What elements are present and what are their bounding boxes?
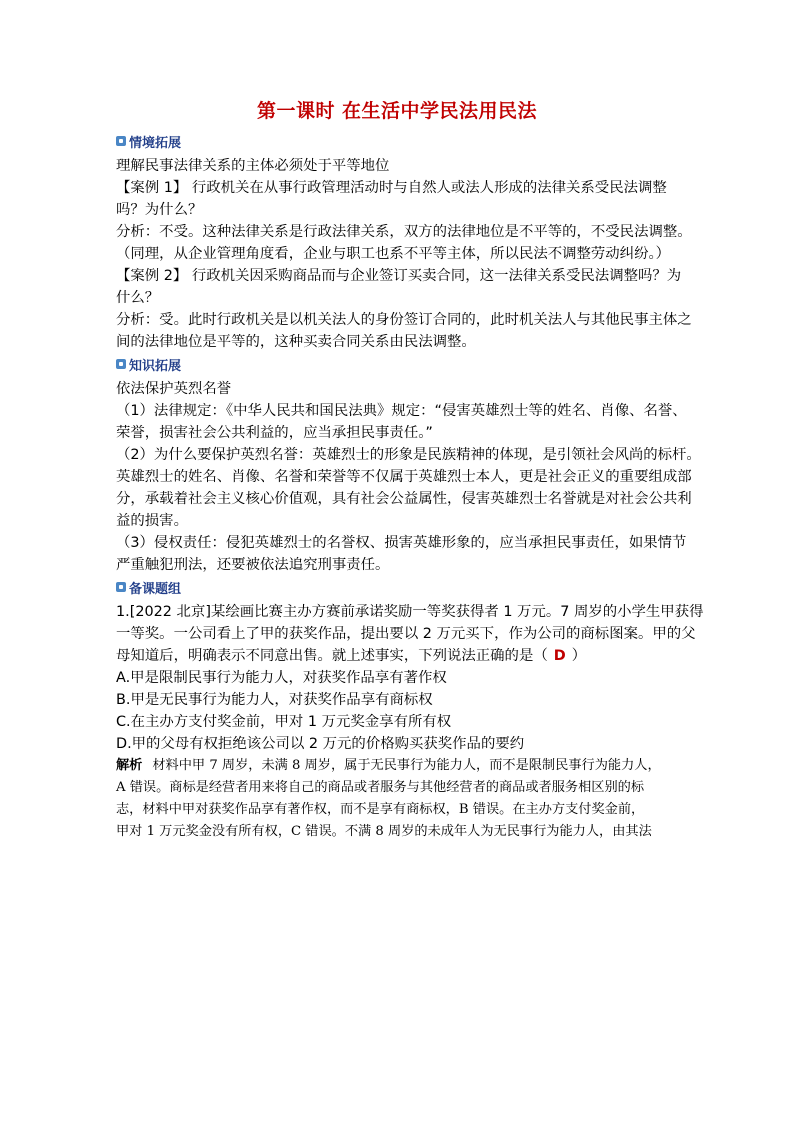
section-title: 情境拓展 [129,135,182,151]
analysis-1-line-2: （同理，从企业管理角度看，企业与职工也系不平等主体，所以民法不调整劳动纠纷。） [116,246,671,262]
knowledge-point-2-line-4: 益的损害。 [116,513,188,529]
question-line-1: 1.[2022 北京]某绘画比赛主办方赛前承诺奖励一等奖获得者 1 万元。7 周岁的小学生甲获得 [116,604,704,620]
section-marker-icon [116,582,126,592]
option-a: A.甲是限制民事行为能力人，对获奖作品享有著作权 [116,670,447,686]
knowledge-point-3-line-1: （3）侵权责任：侵犯英雄烈士的名誉权、损害英雄形象的，应当承担民事责任，如果情节 [116,535,687,551]
question-line-2: 一等奖。一公司看上了甲的获奖作品，提出要以 2 万元买下，作为公司的商标图案。甲的父 [116,626,696,642]
explanation-label: 解析 [116,758,143,773]
page-title: 第一课时 在生活中学民法用民法 [256,100,538,122]
explanation-line-4: 甲对 1 万元奖金没有所有权，C 错误。不满 8 周岁的未成年人为无民事行为能力人，由其法 [116,824,652,839]
knowledge-point-2-line-3: 分，承载着社会主义核心价值观，具有社会公益属性，侵害英雄烈士名誉就是对社会公共利 [116,491,692,507]
section-title: 知识拓展 [129,358,182,374]
document-body [116,130,704,843]
section-header-questions [116,576,676,598]
question-line-3 [116,645,676,667]
section-marker-icon [116,136,126,146]
knowledge-point-1-line-2: 荣誉，损害社会公共利益的，应当承担民事责任。” [116,425,433,441]
option-b: B.甲是无民事行为能力人，对获奖作品享有商标权 [116,692,433,708]
option-c: C.在主办方支付奖金前，甲对 1 万元奖金享有所有权 [116,714,452,730]
explanation-text: 材料中甲 7 周岁，未满 8 周岁，属于无民事行为能力人，而不是限制民事行为能力人， [152,758,661,773]
situation-heading: 理解民事法律关系的主体必须处于平等地位 [116,158,390,174]
analysis-2-line-2: 间的法律地位是平等的，这种买卖合同关系由民法调整。 [116,334,476,350]
section-title: 备课题组 [129,581,182,597]
explanation-line-2: A 错误。商标是经营者用来将自己的商品或者服务与其他经营者的商品或者服务相区别的标 [116,780,645,795]
case-2-line-2: 什么？ [116,290,160,306]
answer-letter: D [553,648,566,664]
case-1-line-2: 吗？为什么？ [116,202,203,218]
knowledge-point-2-line-2: 英雄烈士的姓名、肖像、名誉和荣誉等不仅属于英雄烈士本人，更是社会正义的重要组成部 [116,469,692,485]
knowledge-point-1-line-1: （1）法律规定：《中华人民共和国民法典》规定：“侵害英雄烈士等的姓名、肖像、名誉、 [116,403,687,419]
case-1-line-1: 【案例 1】 行政机关在从事行政管理活动时与自然人或法人形成的法律关系受民法调整 [116,180,667,196]
section-header-situation [116,130,676,152]
section-header-knowledge [116,353,676,375]
question-bracket-close: ） [571,648,587,664]
case-2-line-1: 【案例 2】 行政机关因采购商品而与企业签订买卖合同，这一法律关系受民法调整吗？为 [116,268,682,284]
question-stem-end: 母知道后，明确表示不同意出售。就上述事实，下列说法正确的是（ [116,648,548,664]
section-marker-icon [116,359,126,369]
knowledge-point-3-line-2: 严重触犯刑法，还要被依法追究刑事责任。 [116,557,390,573]
explanation-line-3: 志，材料中甲对获奖作品享有著作权，而不是享有商标权，B 错误。在主办方支付奖金前， [116,802,645,817]
knowledge-heading: 依法保护英烈名誉 [116,381,232,397]
analysis-1-line-1: 分析：不受。这种法律关系是行政法律关系，双方的法律地位是不平等的，不受民法调整。 [116,224,692,240]
option-d: D.甲的父母有权拒绝该公司以 2 万元的价格购买获奖作品的要约 [116,736,525,752]
knowledge-point-2-line-1: （2）为什么要保护英烈名誉：英雄烈士的形象是民族精神的体现，是引领社会风尚的标杆。 [116,447,701,463]
explanation-line-1 [116,755,676,777]
analysis-2-line-1: 分析：受。此时行政机关是以机关法人的身份签订合同的，此时机关法人与其他民事主体之 [116,312,692,328]
